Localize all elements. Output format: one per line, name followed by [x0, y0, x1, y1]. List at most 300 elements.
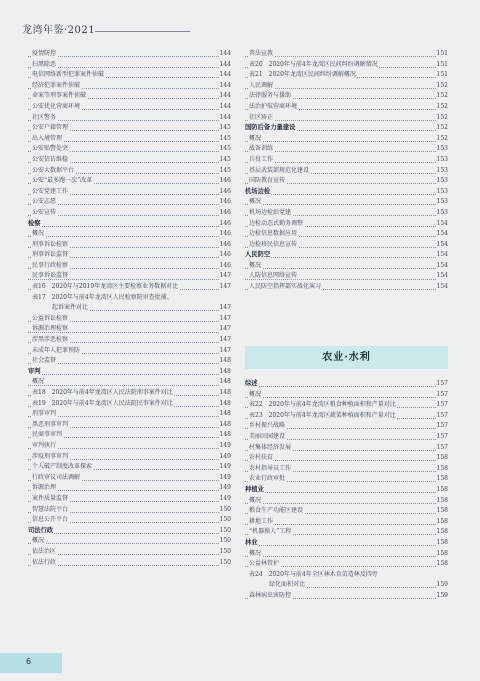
toc-entry: [245, 474, 448, 485]
toc-entry-title: 人民调解: [249, 81, 274, 89]
toc-entry-title: 公安党建工作: [32, 187, 69, 195]
toc-entry-page: 145: [219, 123, 231, 134]
toc-entry: [245, 591, 448, 602]
toc-entry-page: 154: [436, 282, 448, 293]
toc-entry-title: 民事行政检察: [32, 261, 69, 269]
dot-leader: [28, 56, 231, 57]
toc-entry: [245, 580, 448, 591]
toc-entry-page: 148: [219, 399, 231, 410]
toc-entry: [245, 570, 448, 581]
toc-entry: [245, 527, 448, 538]
dot-leader: [28, 490, 231, 491]
toc-section-heading: [245, 379, 448, 390]
toc-entry-title: 表22 2020年与前4年龙湾区粮食种植面积和产量对比: [249, 401, 396, 409]
toc-entry-title: 绿化面积对比: [269, 581, 306, 589]
toc-entry-page: 144: [219, 81, 231, 92]
toc-entry-title: 概况: [249, 390, 262, 398]
toc-entry-page: 158: [436, 474, 448, 485]
toc-entry-page: 158: [436, 506, 448, 517]
toc-entry-title: 战备训练: [249, 145, 274, 153]
toc-entry-page: 157: [436, 432, 448, 443]
toc-entry-title: 公安优化营商环境: [32, 102, 81, 110]
toc-entry: [28, 187, 231, 198]
toc-entry-title: 公安志愿: [32, 198, 57, 206]
toc-entry: [245, 549, 448, 560]
toc-entry-title: 未成年人犯罪预防: [32, 346, 81, 354]
toc-entry-title: 人民防空指挥部实战化演习: [249, 283, 322, 291]
toc-entry-title: 表21 2020年龙湾区民间纠纷调解概况: [249, 71, 356, 79]
toc-entry: [245, 411, 448, 422]
toc-entry-title: 审判: [28, 367, 41, 375]
toc-entry-page: 145: [219, 134, 231, 145]
dot-leader: [28, 533, 231, 534]
toc-entry-page: 145: [219, 144, 231, 155]
toc-entry-title: 电信网络新型犯罪案件侦破: [32, 71, 105, 79]
toc-entry-page: 153: [436, 166, 448, 177]
toc-entry-page: 154: [436, 261, 448, 272]
dot-leader: [245, 268, 448, 269]
toc-entry-title: 表24 2020年与前4年全区林木育苗造林及四旁: [249, 570, 378, 578]
toc-entry-title: 出入境管理: [32, 134, 63, 142]
toc-entry-page: 147: [219, 314, 231, 325]
toc-entry-page: 154: [436, 250, 448, 261]
toc-entry: [28, 229, 231, 240]
dot-leader: [28, 374, 231, 375]
toc-entry-title: 社区矫正: [249, 113, 274, 121]
toc-entry-title: 刑事诉讼监督: [32, 251, 69, 259]
toc-entry-page: 154: [436, 219, 448, 230]
toc-entry: [245, 113, 448, 124]
toc-entry: [245, 81, 448, 92]
toc-entry: [245, 229, 448, 240]
toc-entry-page: 157: [436, 390, 448, 401]
toc-entry-page: 147: [219, 346, 231, 357]
toc-entry-page: 153: [436, 208, 448, 219]
toc-entry: [245, 219, 448, 230]
dot-leader: [245, 257, 448, 258]
dot-leader: [245, 88, 448, 89]
toc-entry-page: 154: [436, 229, 448, 240]
toc-entry-title: 公安信访维稳: [32, 155, 69, 163]
dot-leader: [245, 556, 448, 557]
toc-entry-page: 147: [219, 271, 231, 282]
toc-entry-title: 社区警务: [32, 113, 57, 121]
toc-entry-page: 153: [436, 197, 448, 208]
dot-leader: [28, 120, 231, 121]
toc-entry-page: 150: [219, 547, 231, 558]
toc-entry-page: 152: [436, 102, 448, 113]
dot-leader: [245, 194, 448, 195]
toc-entry-title: 农业行政审批: [249, 475, 286, 483]
toc-entry-title: 公安“最多跑一次”改革: [32, 177, 93, 185]
toc-entry: [28, 271, 231, 282]
toc-entry-title: 法律服务与援助: [249, 92, 292, 100]
toc-entry-title: 人民防空: [245, 251, 271, 259]
toc-entry-title: 行政审议司法调解: [32, 473, 81, 481]
toc-entry-page: 144: [219, 91, 231, 102]
toc-entry-title: 概况: [249, 549, 262, 557]
dot-leader: [245, 503, 448, 504]
toc-entry-page: 154: [436, 240, 448, 251]
toc-entry-title: 个人破产制度改革探索: [32, 463, 93, 471]
toc-entry-page: 159: [436, 580, 448, 591]
toc-entry: [245, 197, 448, 208]
toc-entry-page: 147: [219, 324, 231, 335]
dot-leader: [28, 226, 231, 227]
toc-entry: [245, 506, 448, 517]
toc-entry-page: 158: [436, 538, 448, 549]
dot-leader: [28, 565, 231, 566]
toc-entry-title: 森林病虫害防控: [249, 591, 292, 599]
toc-entry: [28, 102, 231, 113]
toc-column-right-lower: [245, 379, 448, 601]
toc-entry-title: 扫黑除恶: [32, 60, 57, 68]
toc-entry-page: 144: [219, 113, 231, 124]
toc-entry: [28, 197, 231, 208]
toc-entry: [28, 452, 231, 463]
toc-entry: [28, 314, 231, 325]
toc-entry-title: 兵役工作: [249, 155, 274, 163]
toc-entry-page: 147: [219, 303, 231, 314]
toc-entry: [28, 536, 231, 547]
toc-entry-title: 边检动态式勤务调整: [249, 219, 304, 227]
toc-entry-page: 144: [219, 70, 231, 81]
toc-entry-title: 美丽田园建设: [249, 432, 286, 440]
toc-entry-page: 158: [436, 527, 448, 538]
toc-section-heading: [245, 123, 448, 134]
toc-entry-title: 机场边检: [245, 187, 271, 195]
toc-entry-page: 158: [436, 496, 448, 507]
toc-entry-title: 种植业: [245, 485, 264, 493]
toc-entry: [28, 558, 231, 569]
toc-entry-title: 刑事审判: [32, 410, 57, 418]
toc-entry-page: 148: [219, 420, 231, 431]
toc-entry: [245, 282, 448, 293]
toc-entry: [28, 240, 231, 251]
toc-entry-title: 人防信息网络宣传: [249, 272, 298, 280]
toc-entry-title: 耕地工作: [249, 517, 274, 525]
page-number: 6: [26, 657, 32, 666]
toc-entry-page: 146: [219, 261, 231, 272]
toc-entry: [28, 123, 231, 134]
toc-entry-title: “机器换人”工程: [249, 528, 292, 536]
toc-entry: [28, 388, 231, 399]
toc-entry: [245, 443, 448, 454]
toc-entry-page: 146: [219, 229, 231, 240]
toc-entry: [245, 60, 448, 71]
dot-leader: [28, 236, 231, 237]
toc-entry-page: 148: [219, 430, 231, 441]
toc-entry: [28, 70, 231, 81]
toc-entry-title: 概况: [32, 537, 45, 545]
toc-entry-page: 153: [436, 187, 448, 198]
toc-entry-page: 157: [436, 411, 448, 422]
toc-entry-title: 公安宣传: [32, 208, 57, 216]
toc-entry-title: 检察: [28, 219, 41, 227]
dot-leader: [245, 120, 448, 121]
toc-entry-page: 144: [219, 102, 231, 113]
dot-leader: [245, 56, 448, 57]
dot-leader: [245, 460, 448, 461]
dot-leader: [245, 151, 448, 152]
toc-entry-page: 146: [219, 250, 231, 261]
toc-entry: [245, 464, 448, 475]
dot-leader: [28, 448, 231, 449]
toc-entry: [28, 303, 231, 314]
toc-entry-title: 审判执行: [32, 441, 57, 449]
toc-entry-title: 表18 2020年与前4年龙湾区人民法院刑事案件对比: [32, 389, 173, 396]
toc-entry-title: 农村指导员工作: [249, 464, 292, 472]
dot-leader: [28, 67, 231, 68]
toc-entry-title: 林业: [245, 538, 258, 546]
toc-entry: [245, 271, 448, 282]
toc-entry-title: 民事诉讼监督: [32, 272, 69, 280]
toc-entry-page: 152: [436, 91, 448, 102]
toc-entry-page: 158: [436, 549, 448, 560]
dot-leader: [28, 554, 231, 555]
toc-entry-page: 146: [219, 187, 231, 198]
toc-entry-title: 边检信息数据应用: [249, 230, 298, 238]
toc-entry: [245, 517, 448, 528]
toc-entry-title: 涉黑涉恶检察: [32, 336, 69, 344]
toc-section-heading: [28, 367, 231, 378]
toc-entry: [28, 409, 231, 420]
toc-entry-title: 依法行政: [32, 558, 57, 566]
toc-entry-page: 151: [436, 49, 448, 60]
toc-entry-page: 149: [219, 452, 231, 463]
toc-entry-title: 疫情防控: [32, 50, 57, 57]
toc-entry-page: 148: [219, 377, 231, 388]
toc-entry: [28, 49, 231, 60]
toc-entry-page: 146: [219, 240, 231, 251]
toc-entry-title: 诉源治理检察: [32, 325, 69, 333]
toc-section-heading: [245, 187, 448, 198]
toc-entry-page: 152: [436, 134, 448, 145]
toc-entry-page: 158: [436, 485, 448, 496]
toc-entry: [245, 559, 448, 570]
section-banner: 农业·水利: [245, 346, 448, 369]
toc-entry: [28, 346, 231, 357]
toc-entry: [245, 421, 448, 432]
toc-entry-page: 148: [219, 388, 231, 399]
toc-entry-title: 案件质量监督: [32, 494, 69, 502]
toc-section-heading: [245, 250, 448, 261]
toc-entry-page: 153: [436, 155, 448, 166]
toc-entry-page: 147: [219, 335, 231, 346]
toc-entry: [28, 250, 231, 261]
toc-entry: [245, 49, 448, 60]
toc-entry: [28, 399, 231, 410]
toc-entry-page: 158: [436, 453, 448, 464]
dot-leader: [28, 204, 231, 205]
toc-column-left: [28, 49, 231, 568]
toc-entry: [245, 102, 448, 113]
toc-entry-page: 149: [219, 483, 231, 494]
toc-entry-title: 概况: [32, 378, 45, 386]
toc-entry-page: 150: [219, 515, 231, 526]
toc-entry: [245, 261, 448, 272]
toc-entry: [28, 261, 231, 272]
toc-entry: [245, 134, 448, 145]
toc-entry-page: 158: [436, 559, 448, 570]
toc-entry-page: 157: [436, 421, 448, 432]
toc-entry: [245, 176, 448, 187]
toc-entry-title: 表20 2020年与前4年龙湾区民间纠纷调解情况: [249, 60, 378, 68]
toc-entry-title: 表23 2020年与前4年龙湾区蔬菜种植面积和产量对比: [249, 411, 396, 419]
toc-entry: [28, 505, 231, 516]
dot-leader: [28, 416, 231, 417]
toc-entry-title: 刑事诉讼检察: [32, 240, 69, 248]
toc-entry-page: 149: [219, 473, 231, 484]
toc-entry-title: 公安户籍管理: [32, 124, 69, 132]
toc-entry: [245, 208, 448, 219]
toc-entry-title: 公益诉讼检察: [32, 314, 69, 322]
toc-entry-title: 公益林管护: [249, 560, 280, 568]
dot-leader: [28, 543, 231, 544]
toc-entry-page: 157: [436, 400, 448, 411]
toc-entry-title: 公安大数据平台: [32, 166, 75, 174]
toc-entry: [245, 240, 448, 251]
toc-entry-page: 152: [436, 123, 448, 134]
header-rule: [95, 31, 190, 32]
toc-entry: [245, 390, 448, 401]
toc-entry-title: 表17 2020年与前4年龙湾区人民检察院审查批捕、: [32, 293, 173, 301]
dot-leader: [245, 492, 448, 493]
toc-entry-page: 146: [219, 208, 231, 219]
toc-entry: [28, 483, 231, 494]
toc-entry-title: 民商事审判: [32, 431, 63, 439]
toc-entry-page: 149: [219, 494, 231, 505]
toc-entry: [28, 60, 231, 71]
dot-leader: [245, 162, 448, 163]
dot-leader: [28, 385, 231, 386]
toc-entry: [28, 81, 231, 92]
toc-entry: [28, 494, 231, 505]
toc-entry-title: 概况: [249, 496, 262, 504]
toc-entry-title: 公安贴警处突: [32, 145, 69, 153]
toc-entry-page: 146: [219, 219, 231, 230]
toc-entry-title: 综述: [245, 380, 258, 387]
toc-entry: [28, 134, 231, 145]
toc-entry-title: 粮食生产功能区建设: [249, 507, 304, 515]
toc-entry: [245, 144, 448, 155]
toc-entry-page: 153: [436, 176, 448, 187]
toc-entry-title: 经济犯罪案件侦破: [32, 81, 81, 89]
toc-entry-page: 157: [436, 379, 448, 390]
toc-entry-page: 150: [219, 558, 231, 569]
toc-entry-title: 法治护航营商环境: [249, 102, 298, 110]
toc-entry-page: 154: [436, 271, 448, 282]
toc-entry-page: 150: [219, 536, 231, 547]
dot-leader: [245, 545, 448, 546]
toc-entry: [28, 282, 231, 293]
toc-entry-title: 信息公开平台: [32, 516, 69, 524]
toc-entry: [28, 208, 231, 219]
toc-entry: [28, 515, 231, 526]
toc-entry-page: 151: [436, 60, 448, 71]
toc-entry: [245, 496, 448, 507]
toc-entry-page: 158: [436, 517, 448, 528]
dot-leader: [245, 204, 448, 205]
dot-leader: [245, 397, 448, 398]
dot-leader: [28, 363, 231, 364]
toc-entry: [245, 91, 448, 102]
toc-entry-title: 表19 2020年与前4年龙湾区人民法院民事案件对比: [32, 399, 173, 407]
toc-entry: [28, 113, 231, 124]
toc-entry-title: 概况: [249, 198, 262, 206]
toc-entry-page: 148: [219, 367, 231, 378]
toc-entry-page: 157: [436, 443, 448, 454]
toc-entry-page: 148: [219, 356, 231, 367]
toc-entry-title: 村集体经济发展: [249, 443, 292, 451]
toc-entry: [28, 176, 231, 187]
toc-entry-page: 158: [436, 464, 448, 475]
toc-entry: [28, 430, 231, 441]
toc-entry-page: 152: [436, 81, 448, 92]
toc-entry-title: 乡村振兴战略: [249, 422, 286, 430]
toc-entry-page: 151: [436, 70, 448, 81]
toc-entry-page: 153: [436, 144, 448, 155]
toc-entry: [245, 166, 448, 177]
dot-leader: [245, 524, 448, 525]
running-header: 龙湾年鉴·2021: [22, 25, 96, 36]
dot-leader: [245, 386, 448, 387]
toc-entry-page: 148: [219, 409, 231, 420]
toc-entry-title: 涉疫刑事审判: [32, 452, 69, 460]
toc-entry-title: 基层武装部规范化建设: [249, 166, 310, 174]
toc-entry: [28, 377, 231, 388]
toc-entry-title: 国防教育宣传: [249, 177, 286, 185]
toc-entry: [245, 453, 448, 464]
toc-section-heading: [28, 219, 231, 230]
toc-entry: [245, 400, 448, 411]
toc-entry-title: 表16 2020年与2019年龙湾区主要检察业务数据对比: [32, 283, 179, 291]
dot-leader: [245, 141, 448, 142]
toc-entry-page: 147: [219, 282, 231, 293]
toc-entry: [28, 473, 231, 484]
toc-entry: [28, 91, 231, 102]
toc-entry-page: 145: [219, 155, 231, 166]
toc-entry: [28, 547, 231, 558]
toc-entry-title: 社会监督: [32, 357, 57, 365]
toc-entry: [28, 166, 231, 177]
toc-entry-page: 150: [219, 526, 231, 537]
toc-entry: [28, 293, 231, 304]
toc-entry-title: 黑恶刑事审判: [32, 420, 69, 428]
toc-entry-title: 起诉案件对比: [52, 304, 89, 312]
toc-entry-title: 边检移民信息宣传: [249, 240, 298, 248]
toc-entry: [28, 356, 231, 367]
toc-section-heading: [245, 538, 448, 549]
toc-section-heading: [28, 526, 231, 537]
toc-entry: [245, 155, 448, 166]
toc-entry: [28, 324, 231, 335]
toc-entry-title: 机场边检站党建: [249, 208, 292, 216]
toc-entry: [28, 335, 231, 346]
toc-entry-page: 159: [436, 591, 448, 602]
toc-entry-title: 概况: [249, 261, 262, 269]
toc-entry: [28, 441, 231, 452]
toc-entry-page: 144: [219, 49, 231, 60]
toc-entry-title: 司法行政: [28, 526, 54, 534]
toc-entry-page: 152: [436, 113, 448, 124]
toc-entry-title: 概况: [32, 230, 45, 238]
toc-entry-title: 概况: [249, 134, 262, 142]
toc-entry: [28, 462, 231, 473]
dot-leader: [28, 215, 231, 216]
toc-column-right: [245, 49, 448, 293]
toc-entry-title: 农村扶贫: [249, 454, 274, 462]
